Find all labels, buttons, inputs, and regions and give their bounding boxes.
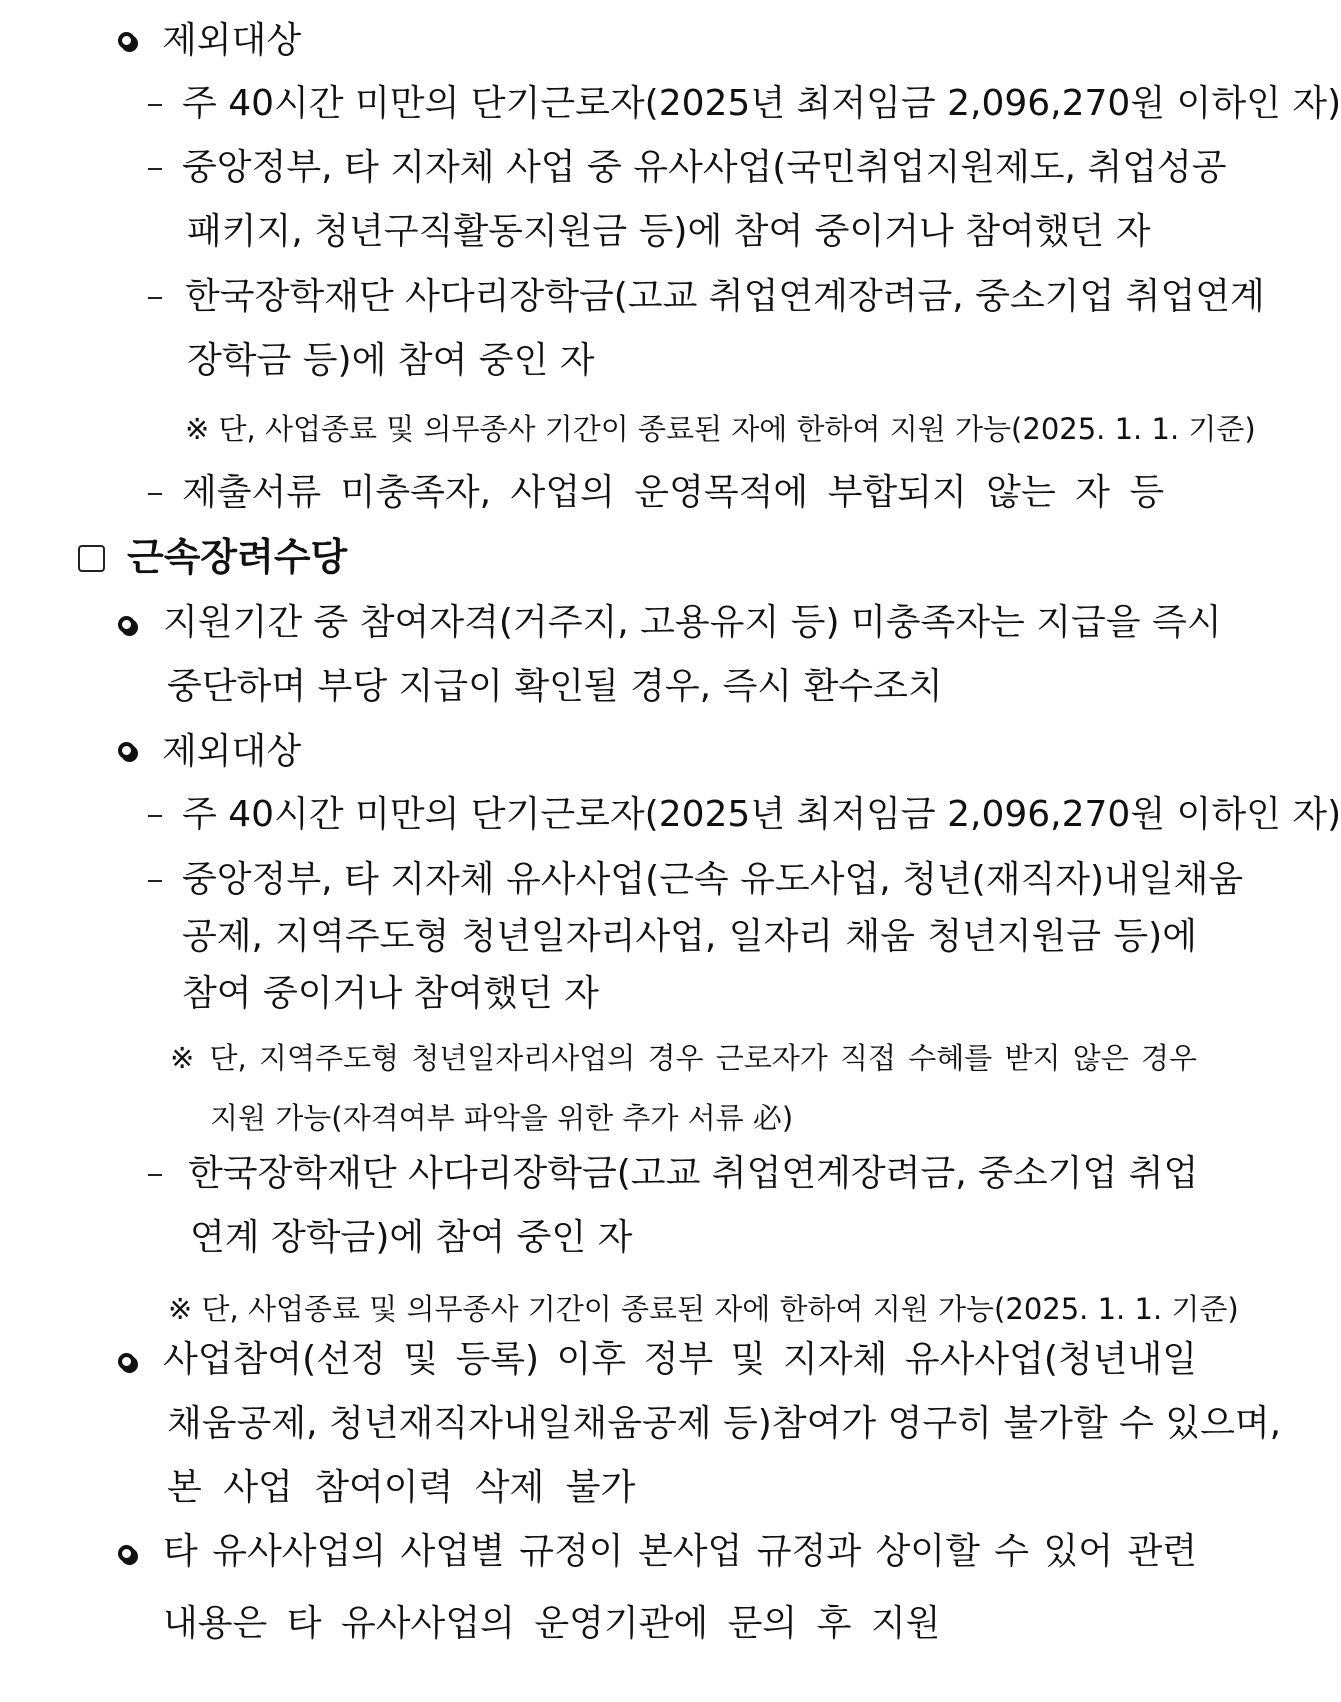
list-item: 제출서류 미충족자, 사업의 운영목적에 부합되지 않는 자 등 <box>182 472 1165 513</box>
point-text: 사업참여(선정 및 등록) 이후 정부 및 지자체 유사사업(청년내일 <box>163 1339 1197 1380</box>
list-item: 중앙정부, 타 지자체 사업 중 유사사업(국민취업지원제도, 취업성공 <box>182 147 1227 188</box>
circle-bullet-icon <box>118 1545 135 1562</box>
checkbox-square-icon <box>78 545 105 572</box>
list-item: 한국장학재단 사다리장학금(고교 취업연계장려금, 중소기업 취업연계 <box>185 276 1265 317</box>
list-item-continuation: 참여 중이거나 참여했던 자 <box>182 973 599 1014</box>
list-item-continuation: 장학금 등)에 참여 중인 자 <box>187 340 595 381</box>
point-text-continuation: 본 사업 참여이력 삭제 불가 <box>167 1467 636 1508</box>
circle-bullet-icon <box>118 616 135 633</box>
point-text: 지원기간 중 참여자격(거주지, 고용유지 등) 미충족자는 지급을 즉시 <box>163 602 1222 643</box>
dash-bullet <box>148 104 162 106</box>
note-continuation: 지원 가능(자격여부 파악을 위한 추가 서류 必) <box>210 1101 794 1135</box>
dash-bullet <box>148 1174 162 1176</box>
circle-bullet-icon <box>118 1353 135 1370</box>
note: ※ 단, 사업종료 및 의무종사 기간이 종료된 자에 한하여 지원 가능(2025. 1. 1. 기준) <box>168 1292 1239 1326</box>
dash-bullet <box>148 493 162 495</box>
circle-bullet-icon <box>118 742 135 759</box>
point-text-continuation: 내용은 타 유사사업의 운영기관에 문의 후 지원 <box>163 1603 941 1644</box>
list-item-continuation: 공제, 지역주도형 청년일자리사업, 일자리 채움 청년지원금 등)에 <box>182 916 1197 957</box>
point-text-continuation: 중단하며 부당 지급이 확인될 경우, 즉시 환수조치 <box>167 666 943 707</box>
list-item: 한국장학재단 사다리장학금(고교 취업연계장려금, 중소기업 취업 <box>188 1153 1199 1194</box>
point-text-continuation: 채움공제, 청년재직자내일채움공제 등)참여가 영구히 불가할 수 있으며, <box>167 1403 1282 1444</box>
section-title: 근속장려수당 <box>127 535 348 579</box>
dash-bullet <box>148 880 162 882</box>
dash-bullet <box>148 168 162 170</box>
note: ※ 단, 지역주도형 청년일자리사업의 경우 근로자가 직접 수혜를 받지 않은 경우 <box>170 1041 1197 1075</box>
note: ※ 단, 사업종료 및 의무종사 기간이 종료된 자에 한하여 지원 가능(2025. 1. 1. 기준) <box>185 412 1256 446</box>
exclusion-heading: 제외대상 <box>162 731 302 772</box>
list-item: 주 40시간 미만의 단기근로자(2025년 최저임금 2,096,270원 이하인 자) <box>182 794 1341 835</box>
dash-bullet <box>148 815 162 817</box>
circle-bullet-icon <box>118 32 135 49</box>
list-item: 중앙정부, 타 지자체 유사사업(근속 유도사업, 청년(재직자)내일채움 <box>182 859 1244 900</box>
list-item: 주 40시간 미만의 단기근로자(2025년 최저임금 2,096,270원 이하인 자) <box>182 83 1341 124</box>
list-item-continuation: 연계 장학금)에 참여 중인 자 <box>190 1217 633 1258</box>
list-item-continuation: 패키지, 청년구직활동지원금 등)에 참여 중이거나 참여했던 자 <box>187 211 1151 252</box>
point-text: 타 유사사업의 사업별 규정이 본사업 규정과 상이할 수 있어 관련 <box>163 1531 1197 1572</box>
exclusion-heading: 제외대상 <box>162 20 302 61</box>
dash-bullet <box>148 297 162 299</box>
